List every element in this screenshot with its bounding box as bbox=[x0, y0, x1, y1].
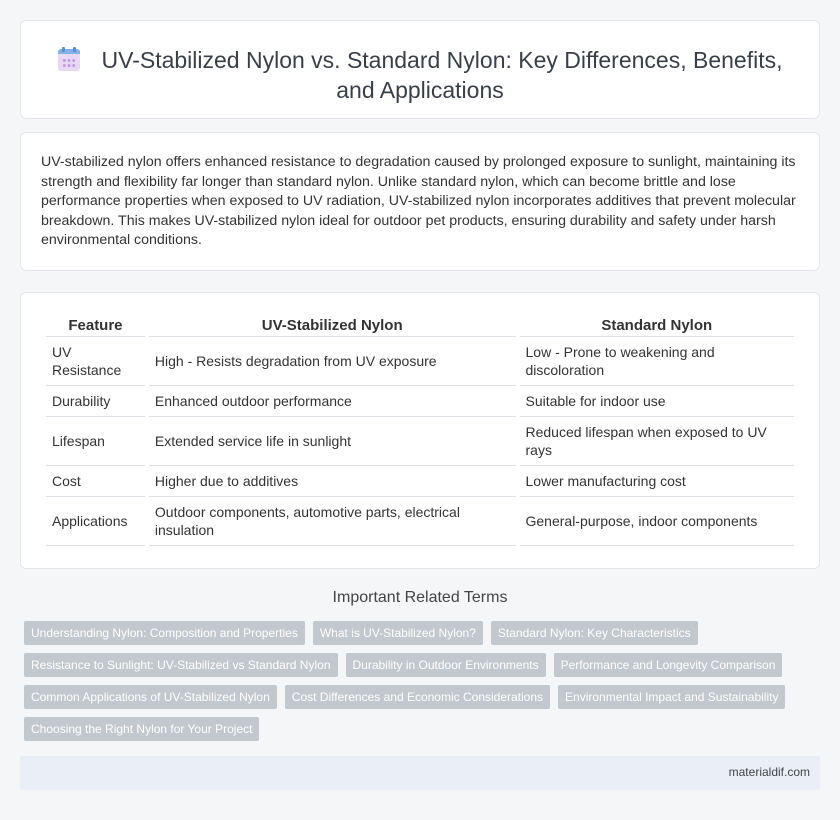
row-uv-value: High - Resists degradation from UV exposure bbox=[149, 337, 516, 386]
row-standard-value: Reduced lifespan when exposed to UV rays bbox=[520, 417, 795, 466]
footer-bar bbox=[20, 756, 820, 790]
related-term-tag[interactable]: Choosing the Right Nylon for Your Project bbox=[24, 717, 259, 741]
table-row bbox=[46, 337, 794, 386]
page-title-wrap bbox=[51, 45, 789, 105]
related-term-tag[interactable]: Durability in Outdoor Environments bbox=[346, 653, 546, 677]
related-term-tag[interactable]: Common Applications of UV-Stabilized Nylon bbox=[24, 685, 277, 709]
related-term-tag[interactable]: Resistance to Sunlight: UV-Stabilized vs Standard Nylon bbox=[24, 653, 338, 677]
comparison-card bbox=[20, 292, 820, 569]
related-term-tag[interactable]: Cost Differences and Economic Considerations bbox=[285, 685, 550, 709]
table-row bbox=[46, 386, 794, 417]
table-row bbox=[46, 497, 794, 546]
row-feature: Cost bbox=[46, 466, 145, 497]
row-uv-value: Higher due to additives bbox=[149, 466, 516, 497]
row-uv-value: Extended service life in sunlight bbox=[149, 417, 516, 466]
header-standard: Standard Nylon bbox=[520, 315, 795, 337]
row-feature: Applications bbox=[46, 497, 145, 546]
header-uv-stabilized: UV-Stabilized Nylon bbox=[149, 315, 516, 337]
related-term-tag[interactable]: Performance and Longevity Comparison bbox=[554, 653, 783, 677]
related-terms-list bbox=[24, 621, 820, 749]
row-uv-value: Enhanced outdoor performance bbox=[149, 386, 516, 417]
row-standard-value: Suitable for indoor use bbox=[520, 386, 795, 417]
related-term-tag[interactable]: Environmental Impact and Sustainability bbox=[558, 685, 785, 709]
row-standard-value: Lower manufacturing cost bbox=[520, 466, 795, 497]
header-card bbox=[20, 20, 820, 119]
related-term-tag[interactable]: What is UV-Stabilized Nylon? bbox=[313, 621, 483, 645]
row-feature: UV Resistance bbox=[46, 337, 145, 386]
header-feature: Feature bbox=[46, 315, 145, 337]
table-row bbox=[46, 466, 794, 497]
row-standard-value: General-purpose, indoor components bbox=[520, 497, 795, 546]
intro-card bbox=[20, 132, 820, 271]
row-uv-value: Outdoor components, automotive parts, electrical insulation bbox=[149, 497, 516, 546]
row-feature: Durability bbox=[46, 386, 145, 417]
row-standard-value: Low - Prone to weakening and discoloration bbox=[520, 337, 795, 386]
related-term-tag[interactable]: Understanding Nylon: Composition and Properties bbox=[24, 621, 305, 645]
footer-site-link[interactable]: materialdif.com bbox=[728, 765, 810, 779]
table-row bbox=[46, 417, 794, 466]
intro-paragraph: UV-stabilized nylon offers enhanced resistance to degradation caused by prolonged exposure to sunlight, maintaining its strength and flexibility far longer than standard nylon. Unlike standard nylon, which can become brittle and lose performance properties when exposed to UV radiation, UV-stabilized nylon incorporates additives that prevent molecular breakdown. This makes UV-stabilized nylon ideal for outdoor pet products, ensuring durability and safety under harsh environmental conditions. bbox=[41, 154, 796, 248]
related-term-tag[interactable]: Standard Nylon: Key Characteristics bbox=[491, 621, 698, 645]
comparison-table bbox=[42, 315, 798, 546]
table-header-row bbox=[46, 315, 794, 337]
row-feature: Lifespan bbox=[46, 417, 145, 466]
calendar-icon bbox=[58, 49, 80, 71]
page-title: UV-Stabilized Nylon vs. Standard Nylon: Key Differences, Benefits, and Applications bbox=[101, 47, 783, 103]
related-terms-title: Important Related Terms bbox=[332, 589, 508, 606]
